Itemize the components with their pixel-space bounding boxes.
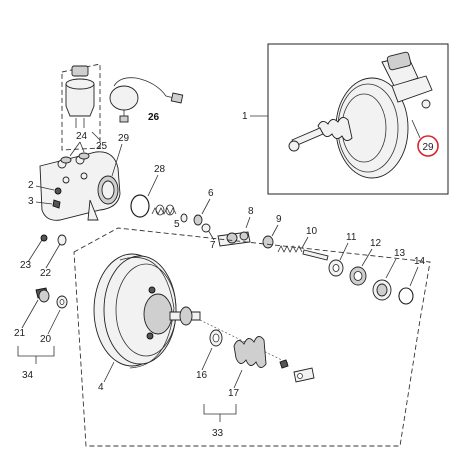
callout-22: 22 [40, 268, 52, 279]
bracket-34 [18, 346, 54, 356]
callout-12: 12 [370, 238, 382, 249]
bracket-33 [204, 404, 236, 414]
washer-group [329, 232, 426, 304]
callout-33: 33 [212, 428, 224, 439]
callout-2: 2 [28, 180, 34, 191]
callout-20: 20 [40, 334, 52, 345]
boot-group [196, 320, 314, 439]
callout-21: 21 [14, 328, 26, 339]
callout-23: 23 [20, 260, 32, 271]
callout-8: 8 [248, 206, 254, 217]
callout-29: 29 [118, 133, 130, 144]
callout-26: 26 [148, 112, 160, 123]
callout-14: 14 [414, 256, 426, 267]
callout-1: 1 [242, 111, 248, 122]
callout-29-inset: 29 [422, 142, 434, 153]
callout-13: 13 [394, 248, 406, 259]
callout-25: 25 [96, 141, 108, 152]
inset-assembly [242, 44, 448, 194]
callout-24: 24 [76, 131, 88, 142]
spring-10 [278, 246, 302, 252]
master-cylinder-group [28, 131, 130, 220]
o-ring-28 [131, 195, 149, 217]
callout-5: 5 [174, 219, 180, 230]
seal-group [131, 164, 216, 251]
brake-booster [94, 254, 200, 393]
callout-9: 9 [276, 214, 282, 225]
left-fasteners [14, 235, 67, 381]
piston-group [218, 206, 328, 260]
callout-34: 34 [22, 370, 34, 381]
callout-3: 3 [28, 196, 34, 207]
callout-17: 17 [228, 388, 240, 399]
clevis [294, 368, 314, 382]
level-sensor [110, 86, 138, 110]
callout-11: 11 [346, 232, 357, 243]
ring-14 [399, 288, 413, 304]
callout-4: 4 [98, 382, 104, 393]
callout-16: 16 [196, 370, 208, 381]
callout-7: 7 [210, 240, 216, 251]
callout-6: 6 [208, 188, 214, 199]
callout-10: 10 [306, 226, 318, 237]
callout-28: 28 [154, 164, 166, 175]
boot-17 [234, 336, 266, 367]
